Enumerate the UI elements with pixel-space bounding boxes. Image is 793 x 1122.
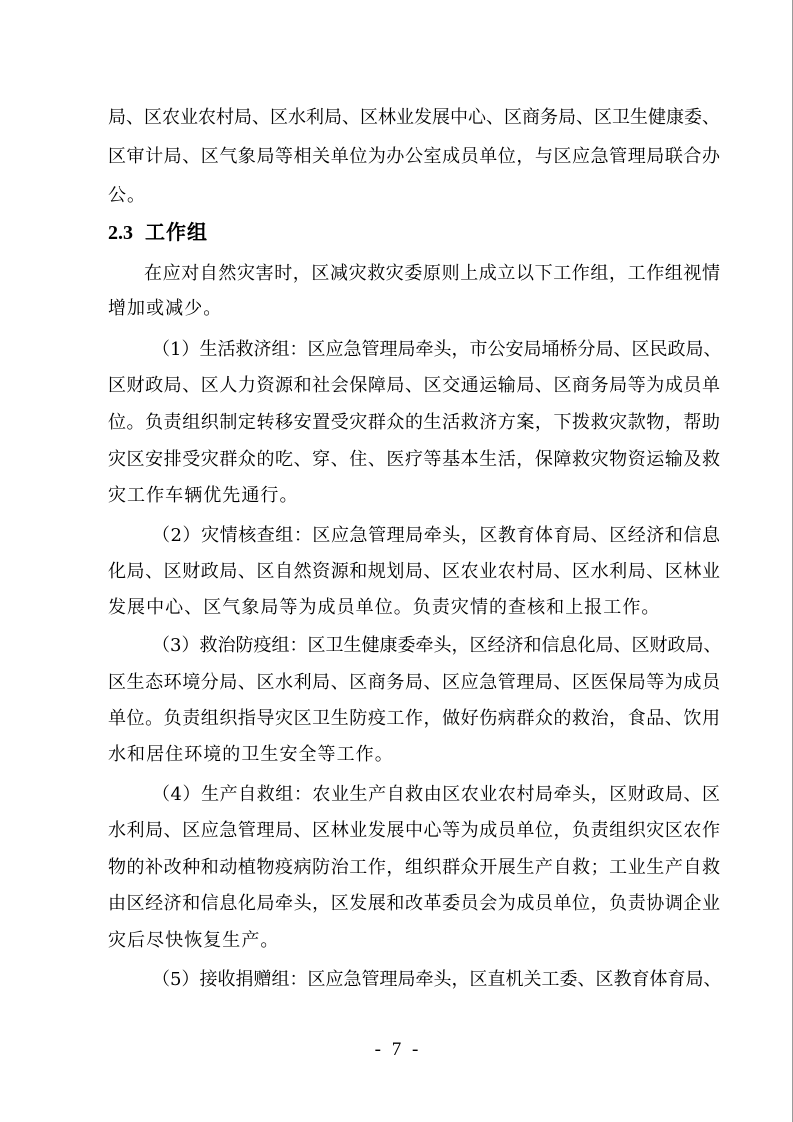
body-line: 区财政局、区人力资源和社会保障局、区交通运输局、区商务局等为成员单: [108, 375, 720, 396]
body-line: 局、区农业农村局、区水利局、区林业发展中心、区商务局、区卫生健康委、: [108, 107, 720, 128]
body-line: 公。: [108, 185, 147, 206]
body-line: （3）救治防疫组：区卫生健康委牵头，区经济和信息化局、区财政局、: [152, 635, 722, 656]
section-heading-number: 2.3: [108, 222, 133, 244]
body-line: 灾工作车辆优先通行。: [108, 485, 299, 506]
body-line: 区生态环境分局、区水利局、区商务局、区应急管理局、区医保局等为成员: [108, 672, 720, 693]
body-line: （4）生产自救组：农业生产自救由区农业农村局牵头，区财政局、区: [152, 784, 720, 805]
body-line: 位。负责组织制定转移安置受灾群众的生活救济方案，下拨救灾款物，帮助: [108, 412, 720, 433]
body-line: 水利局、区应急管理局、区林业发展中心等为成员单位，负责组织灾区农作: [108, 820, 720, 841]
section-heading-title: 工作组: [145, 220, 208, 244]
body-line: 增加或减少。: [108, 298, 223, 319]
section-heading: [108, 218, 208, 246]
body-line: 灾后尽快恢复生产。: [108, 930, 280, 951]
body-line: 水和居住环境的卫生安全等工作。: [108, 744, 394, 765]
page-number: - 7 -: [374, 1039, 419, 1060]
body-line: 由区经济和信息化局牵头，区发展和改革委员会为成员单位，负责协调企业: [108, 893, 720, 914]
body-line: 灾区安排受灾群众的吃、穿、住、医疗等基本生活，保障救灾物资运输及救: [108, 449, 720, 470]
body-line: 在应对自然灾害时，区减灾救灾委原则上成立以下工作组，工作组视情: [144, 263, 720, 284]
body-line: 化局、区财政局、区自然资源和规划局、区农业农村局、区水利局、区林业: [108, 561, 720, 582]
body-line: （1）生活救济组：区应急管理局牵头，市公安局埇桥分局、区民政局、: [152, 339, 722, 360]
body-line: 物的补改种和动植物疫病防治工作，组织群众开展生产自救；工业生产自救: [108, 857, 720, 878]
body-line: （2）灾情核查组：区应急管理局牵头，区教育体育局、区经济和信息: [152, 525, 720, 546]
body-line: 单位。负责组织指导灾区卫生防疫工作，做好伤病群众的救治，食品、饮用: [108, 708, 720, 729]
body-line: 发展中心、区气象局等为成员单位。负责灾情的查核和上报工作。: [108, 597, 661, 618]
body-line: 区审计局、区气象局等相关单位为办公室成员单位，与区应急管理局联合办: [108, 146, 720, 167]
body-line: （5）接收捐赠组：区应急管理局牵头，区直机关工委、区教育体育局、: [152, 969, 722, 990]
